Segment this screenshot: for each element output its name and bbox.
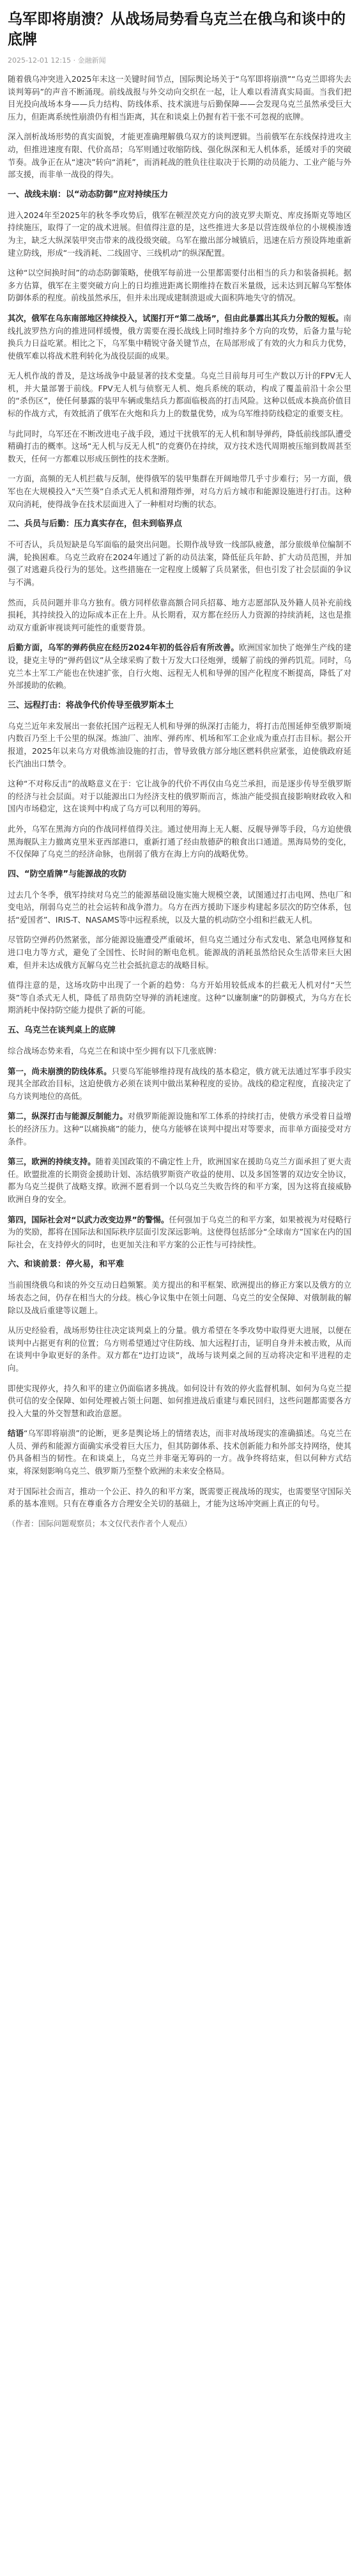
paragraph-text: 尽管防空弹药仍然紧张，部分能源设施遭受严重破坏，但乌克兰通过分布式发电、紧急电网修复和进口电力等方式，避免了全国性、长时间的断电危机。能源战的消耗虽然给民众生活带来巨大困难，但并未达成俄方瓦解乌克兰社会抵抗意志的战略目标。 <box>8 935 351 970</box>
article-paragraph <box>8 1382 351 1420</box>
paragraph-text: 进入2024年至2025年的秋冬季攻势后，俄军在顿涅茨克方向的波克罗夫斯克、库皮扬斯克等地区持续施压，取得了一定的战术进展。但值得注意的是，这些推进大多是以营连级单位的小规模渗透为主，缺乏大纵深装甲突击带来的战役级突破。乌军在撤出部分城镇后，迅速在后方预设阵地重新建立防线，形成“一线消耗、二线固守、三线机动”的纵深配置。 <box>8 210 351 258</box>
paragraph-text: 无人机作战的普及，是这场战争中最显著的技术变量。乌克兰目前每月可生产数以万计的FPV无人机，并大量部署于前线。FPV无人机与侦察无人机、炮兵系统的联动，构成了覆盖前沿十余公里的“杀伤区”，使任何暴露的装甲车辆或集结兵力都面临极高的打击风险。这种以低成本换高价值目标的作战方式，有效抵消了俄军在火炮和兵力上的数量优势，成为乌军维持防线稳定的重要支柱。 <box>8 371 351 419</box>
paragraph-text: 综合战场态势来看，乌克兰在和谈中至少拥有以下几张底牌： <box>8 1046 222 1056</box>
paragraph-text: “乌军即将崩溃”的论断，更多是舆论场上的情绪表达，而非对战场现实的准确描述。乌克兰在人员、弹药和能源方面确实承受着巨大压力，但其防御体系、技术创新能力和外部支持网络，使其仍具备相当的韧性。在和谈桌上，乌克兰并非毫无筹码的一方。战争终将结束，但以何种方式结束，将深刻影响乌克兰、俄罗斯乃至整个欧洲的未来安全格局。 <box>8 1428 352 1476</box>
article-paragraph <box>8 889 351 926</box>
article-paragraph <box>8 1110 351 1148</box>
article-paragraph <box>8 209 351 259</box>
article-paragraph <box>8 538 351 588</box>
paragraph-text: 随着俄乌冲突进入2025年末这一关键时间节点，国际舆论场关于“乌军即将崩溃”“乌克兰即将失去谈判筹码”的声音不断涌现。前线战报与外交动向交织在一起，让人难以看清真实局面。当我们把目光投向战场本身——兵力结构、防线体系、技术演进与后勤保障——会发现乌克兰虽然承受巨大压力，但距离系统性崩溃仍有相当距离，其在和谈桌上仍握有若干张不可忽视的底牌。 <box>8 74 351 121</box>
article-paragraph <box>8 1324 351 1374</box>
section-heading: 四、“防空盾牌”与能源战的攻防 <box>8 869 127 879</box>
paragraph-text: 对俄罗斯能源设施和军工体系的持续打击，使俄方承受着日益增长的经济压力。这种“以痛换痛”的能力，使乌方能够在谈判中提出对等要求，而非单方面接受对方条件。 <box>8 1111 352 1146</box>
paragraph-lead: 第二，纵深打击与能源反制能力。 <box>8 1111 128 1121</box>
article-paragraph <box>8 720 351 770</box>
article-paragraph <box>8 312 351 362</box>
article-paragraph <box>8 267 351 304</box>
article-paragraph <box>8 1485 351 1510</box>
section-heading: 三、远程打击：将战争代价传导至俄罗斯本土 <box>8 700 174 710</box>
paragraph-text: 不可否认，兵员短缺是乌军面临的最突出问题。长期作战导致一线部队疲惫，部分旅级单位编制不满，轮换困难。乌克兰政府在2024年通过了新的动员法案，降低征兵年龄、扩大动员范围，并加强了对逃避兵役行为的惩处。这些措施在一定程度上缓解了兵员紧张，但也引发了社会层面的争议与不满。 <box>8 540 351 587</box>
paragraph-text: 此外，乌军在黑海方向的作战同样值得关注。通过使用海上无人艇、反舰导弹等手段，乌方迫使俄黑海舰队主力撤离克里米亚西部港口，重新打通了经由敖德萨的粮食出口通道。黑海局势的变化，不仅保障了乌克兰的经济命脉，也削弱了俄方在海上方向的战略优势。 <box>8 824 351 859</box>
article-paragraph <box>8 130 351 180</box>
article-paragraph <box>8 777 351 815</box>
article-paragraph <box>8 1155 351 1205</box>
paragraph-text: 欧洲国家加快了炮弹生产线的建设，捷克主导的“弹药倡议”从全球采购了数十万发大口径炮弹，缓解了前线的弹药饥荒。同时，乌克兰本土军工产能也在快速扩张，自行火炮、远程无人机和导弹的国产化程度不断提高，降低了对外部援助的依赖。 <box>8 643 351 691</box>
paragraph-text: 然而，兵员问题并非乌方独有。俄方同样依靠高额合同兵招募、地方志愿部队及外籍人员补充前线损耗，其持续投入的边际成本正在上升。从长期看，双方都在经历人力资源的持续消耗，这也是推动双方重新审视谈判可能性的重要背景。 <box>8 597 351 632</box>
paragraph-text: 这种“以空间换时间”的动态防御策略，使俄军每前进一公里都需要付出相当的兵力和装备损耗。据多方估算，俄军在主要突破方向上的日均推进距离长期维持在数百米量级，远未达到瓦解乌军整体防御体系的程度。前线虽然承压，但并未出现成建制溃退或大面积阵地失守的情况。 <box>8 268 351 303</box>
paragraph-text: 与此同时，乌军还在不断改进电子战手段，通过干扰俄军的无人机和制导弹药，降低前线部队遭受精确打击的概率。这场“无人机与反无人机”的竞赛仍在持续，双方技术迭代周期被压缩到数周甚至数天，任何一方都难以形成压倒性的技术垄断。 <box>8 428 351 464</box>
paragraph-text: 对于国际社会而言，推动一个公正、持久的和平方案，既需要正视战场的现实，也需要坚守国际关系的基本准则。只有在尊重各方合理安全关切的基础上，才能为这场冲突画上真正的句号。 <box>8 1486 351 1509</box>
paragraph-lead: 第四，国际社会对“以武力改变边界”的警惕。 <box>8 1214 169 1224</box>
section-heading: 六、和谈前景：停火易，和平难 <box>8 1260 125 1270</box>
paragraph-text: 从历史经验看，战场形势往往决定谈判桌上的分量。俄方希望在冬季攻势中取得更大进展，以便在谈判中占据更有利的位置；乌方则希望通过守住防线、加大远程打击，证明自身并未被击败，从而在谈判中争取更好的条件。双方都在“边打边谈”，战场与谈判桌之间的互动将决定和平进程的走向。 <box>8 1325 351 1373</box>
paragraph-text: 一方面，高频的无人机拦截与反制，使得俄军的装甲集群在开阔地带几乎寸步难行；另一方面，俄军也在大规模投入“天竺葵”自杀式无人机和滑翔炸弹，对乌方后方城市和能源设施进行打击。这种双向消耗，使得战争在技术层面进入了一种相对均衡的状态。 <box>8 474 351 509</box>
paragraph-text: 任何强加于乌克兰的和平方案，如果被视为对侵略行为的奖励，都将在国际法和国际秩序层面引发深远影响。这使得包括部分“全球南方”国家在内的国际社会，在支持停火的同时，也更加关注和平方案的公正性与可持续性。 <box>8 1214 351 1249</box>
article-paragraph <box>8 1279 351 1316</box>
article-title: 乌军即将崩溃？从战场局势看乌克兰在俄乌和谈中的底牌 <box>8 11 346 48</box>
paragraph-text: 这种“不对称反击”的战略意义在于：它让战争的代价不再仅由乌克兰承担，而是逐步传导至俄罗斯的经济与社会层面。对于以能源出口为经济支柱的俄罗斯而言，炼油产能受损直接影响财政收入和国内市场稳定，这在谈判中构成了乌方可以利用的筹码。 <box>8 779 351 814</box>
article-paragraph <box>8 1214 351 1251</box>
paragraph-lead: 第三，欧洲的持续支持。 <box>8 1157 96 1167</box>
article-paragraph <box>8 428 351 465</box>
article-footnote: （作者：国际问题观察员；本文仅代表作者个人观点） <box>8 1518 192 1528</box>
section-heading: 五、乌克兰在谈判桌上的底牌 <box>8 1026 116 1036</box>
paragraph-text: 值得注意的是，这场攻防中出现了一个新的趋势：乌方开始用较低成本的拦截无人机对付“天竺葵”等自杀式无人机，降低了昂贵防空导弹的消耗速度。这种“以廉制廉”的防御模式，为乌方在长期消耗中保持防空能力提供了新的可能。 <box>8 980 351 1015</box>
paragraph-text: 只要乌军能够维持现有战线的基本稳定，俄方就无法通过军事手段实现其全部政治目标，这迫使俄方必须在谈判中做出某种程度的妥协。战线的稳定程度，直接决定了乌方谈判地位的高低。 <box>8 1066 352 1101</box>
paragraph-lead: 第一，尚未崩溃的防线体系。 <box>8 1066 112 1076</box>
paragraph-lead: 后勤方面，乌军的弹药供应在经历2024年初的低谷后有所改善。 <box>8 643 239 653</box>
paragraph-text: 当前围绕俄乌和谈的外交互动日趋频繁。美方提出的和平框架、欧洲提出的修正方案以及俄方的立场表态之间，仍存在相当大的分歧。核心争议集中在领土问题、乌克兰的安全保障、对俄制裁的解除以及战后重建等议题上。 <box>8 1280 351 1315</box>
paragraph-lead: 结语 <box>8 1428 24 1439</box>
paragraph-text: 即使实现停火，持久和平的建立仍面临诸多挑战。如何设计有效的停火监督机制、如何为乌克兰提供可信的安全保障、如何处理被占领土问题、如何推进战后重建与难民回归，这些问题都需要各方投入大量的外交智慧和政治意愿。 <box>8 1383 351 1418</box>
article-paragraph <box>8 823 351 861</box>
paragraph-text: 随着美国政策的不确定性上升，欧洲国家在援助乌克兰方面承担了更大责任。欧盟批准的长期资金援助计划、冻结俄罗斯资产收益的使用、以及多国签署的双边安全协议，都为乌克兰提供了战略支撑。欧洲不愿看到一个以乌克兰失败告终的和平方案，因为这将直接威胁欧洲自身的安全。 <box>8 1157 352 1204</box>
paragraph-text: 南线扎波罗热方向的推进同样缓慢，俄方需要在漫长战线上同时维持多个方向的攻势，后备力量与轮换兵力日益吃紧。相比之下，乌军集中精锐守备关键节点，在局部形成了有效的火力和兵力优势，使俄军难以将战术胜利转化为战役层面的成果。 <box>8 313 351 361</box>
article-body <box>8 73 351 1529</box>
article-paragraph <box>8 1045 351 1058</box>
paragraph-text: 深入剖析战场形势的真实面貌，才能更准确理解俄乌双方的谈判逻辑。当前俄军在东线保持进攻主动，但推进速度有限、代价高昂；乌军则通过收缩防线、强化纵深和无人机体系，延缓对手的突破节奏。战争正在从“速决”转向“消耗”，而消耗战的胜负往往取决于长期的动员能力、工业产能与外部支援，而非单一战役的得失。 <box>8 132 351 180</box>
article-paragraph <box>8 1065 351 1103</box>
paragraph-lead: 其次，俄军在乌东南部地区持续投入，试图打开“第二战场”，但由此暴露出其兵力分散的短板。 <box>8 313 344 323</box>
section-heading: 一、战线未崩：以“动态防御”应对持续压力 <box>8 189 169 199</box>
section-heading: 二、兵员与后勤：压力真实存在，但未到临界点 <box>8 519 183 529</box>
article-paragraph <box>8 933 351 971</box>
article-paragraph <box>8 979 351 1017</box>
article-paragraph <box>8 472 351 510</box>
paragraph-text: 过去几个冬季，俄军持续对乌克兰的能源基础设施实施大规模空袭，试图通过打击电网、热电厂和变电站，削弱乌克兰的社会运转和战争潜力。乌方在西方援助下逐步构建起多层次的防空体系，包括“爱国者”、IRIS-T、NASAMS等中远程系统，以及大量的机动防空小组和拦截无人机。 <box>8 889 351 925</box>
article-meta: 2025-12-01 12:15 · 金融新闻 <box>8 56 106 65</box>
article-paragraph <box>8 73 351 123</box>
paragraph-text: 乌克兰近年来发展出一套依托国产远程无人机和导弹的纵深打击能力，将打击范围延伸至俄罗斯境内数百乃至上千公里的纵深。炼油厂、油库、弹药库、机场和军工企业成为重点打击目标。据公开报道，2025年以来乌方对俄炼油设施的打击，曾导致俄方部分地区燃料供应紧张，迫使俄政府延长汽油出口禁令。 <box>8 721 351 769</box>
article-paragraph <box>8 641 351 691</box>
article-paragraph <box>8 597 351 634</box>
article-paragraph <box>8 370 351 419</box>
article-paragraph <box>8 1427 351 1477</box>
